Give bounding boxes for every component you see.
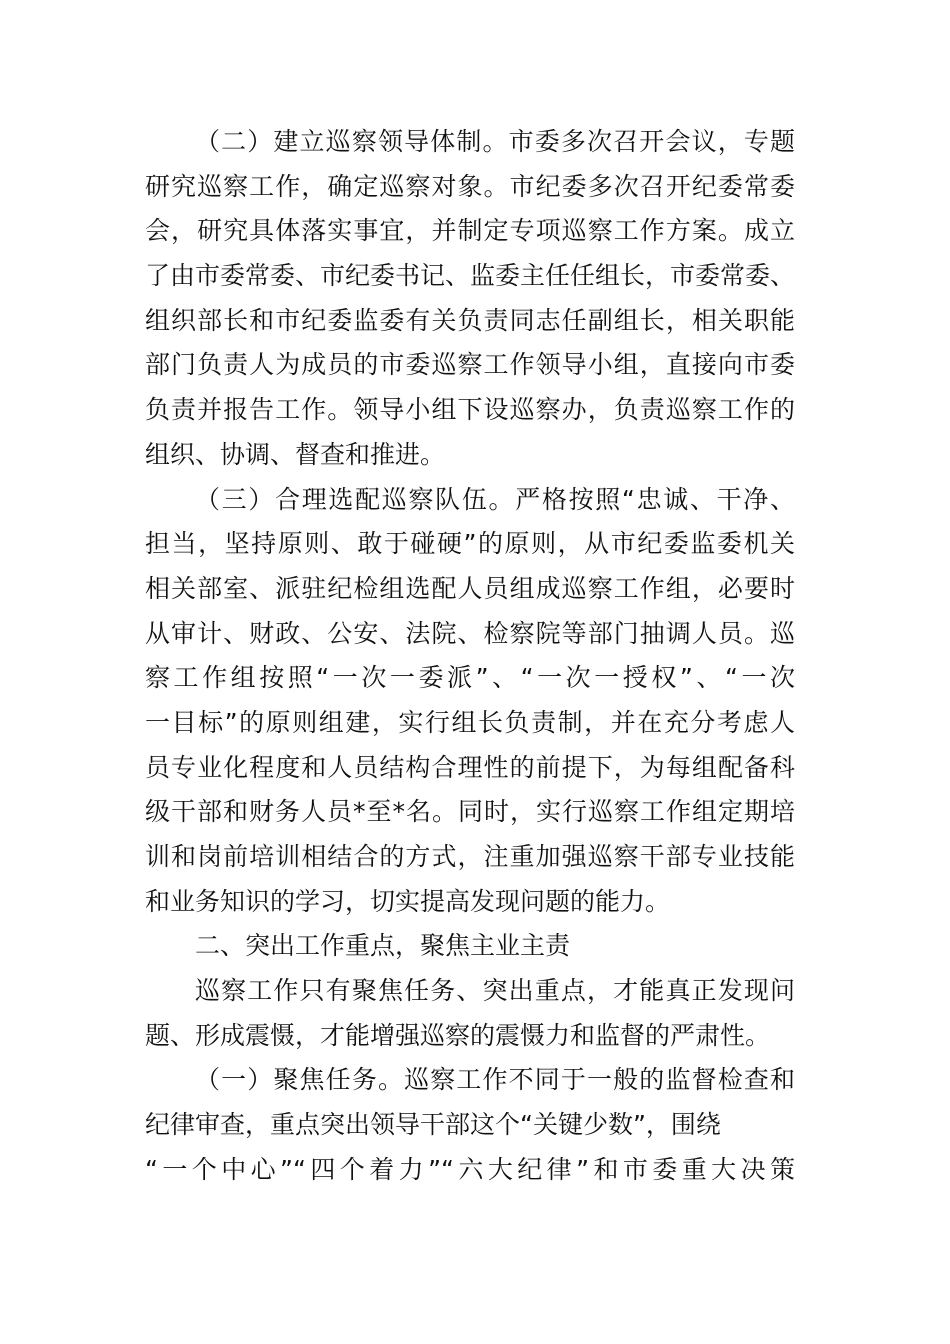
paragraph-line: 级干部和财务人员*至*名。同时，实行巡察工作组定期培 <box>145 797 795 827</box>
paragraph-line: 部门负责人为成员的市委巡察工作领导小组，直接向市委 <box>145 350 795 380</box>
paragraph-line: 会，研究具体落实事宜，并制定专项巡察工作方案。成立 <box>145 216 795 246</box>
paragraph-line: 一目标”的原则组建，实行组长负责制，并在充分考虑人 <box>145 707 795 737</box>
paragraph-line: 纪律审查，重点突出领导干部这个“关键少数”，围绕 <box>145 1110 721 1140</box>
paragraph-line: 和业务知识的学习，切实提高发现问题的能力。 <box>145 886 671 916</box>
paragraph-line: 员专业化程度和人员结构合理性的前提下，为每组配备科 <box>145 752 795 782</box>
section-heading: 二、突出工作重点，聚焦主业主责 <box>195 931 571 961</box>
paragraph-line: 组织部长和市纪委监委有关负责同志任副组长，相关职能 <box>145 305 795 335</box>
paragraph-line: 负责并报告工作。领导小组下设巡察办，负责巡察工作的 <box>145 395 795 425</box>
paragraph-line: 了由市委常委、市纪委书记、监委主任任组长，市委常委、 <box>145 261 796 291</box>
paragraph-line: （二）建立巡察领导体制。市委多次召开会议，专题 <box>195 127 795 156</box>
paragraph-line: 组织、协调、督查和推进。 <box>145 439 446 469</box>
paragraph-line: “一个中心”“四个着力”“六大纪律”和市委重大决策 <box>145 1154 795 1184</box>
paragraph-line: 担当，坚持原则、敢于碰硬”的原则，从市纪委监委机关 <box>145 529 795 559</box>
paragraph-line: 从审计、财政、公安、法院、检察院等部门抽调人员。巡 <box>145 618 795 648</box>
paragraph-line: 相关部室、派驻纪检组选配人员组成巡察工作组，必要时 <box>145 573 795 603</box>
paragraph-line: 训和岗前培训相结合的方式，注重加强巡察干部专业技能 <box>145 842 795 871</box>
paragraph-line: 巡察工作只有聚焦任务、突出重点，才能真正发现问 <box>195 976 795 1006</box>
paragraph-line: 研究巡察工作，确定巡察对象。市纪委多次召开纪委常委 <box>145 171 795 201</box>
paragraph-line: 察工作组按照“一次一委派”、“一次一授权”、“一次 <box>145 663 795 693</box>
document-body <box>145 120 795 1193</box>
paragraph-line: （三）合理选配巡察队伍。严格按照“忠诚、干净、 <box>195 484 795 514</box>
paragraph-line: 题、形成震慑，才能增强巡察的震慑力和监督的严肃性。 <box>145 1020 771 1050</box>
paragraph-line: （一）聚焦任务。巡察工作不同于一般的监督检查和 <box>195 1065 795 1095</box>
